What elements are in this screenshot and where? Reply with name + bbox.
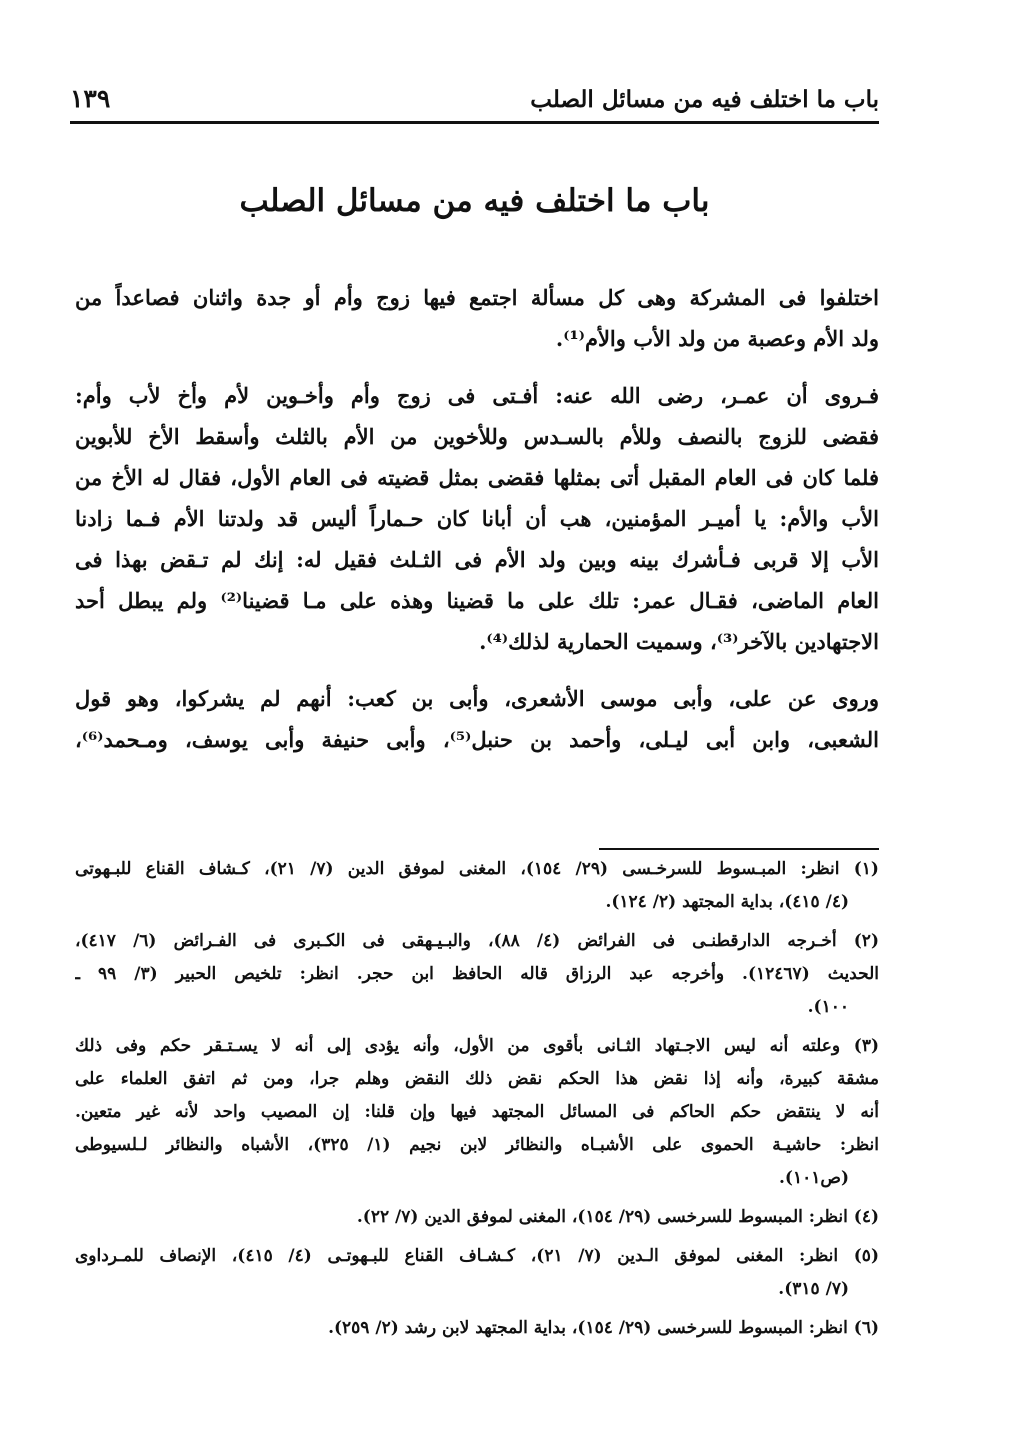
running-header [70, 80, 879, 120]
page-number: ١٣٩ [70, 84, 111, 113]
footnote-line: انظر: حاشيـة الحموى على الأشبـاه والنظائر لابن نجيم (١/ ٣٢٥)، الأشباه والنظائر لـلسيوطى [75, 1135, 879, 1155]
text-line: الاجتهادين بالآخر⁽³⁾، وسميت الحمارية لذلك⁽⁴⁾. [479, 629, 879, 654]
footnote-1 [75, 853, 879, 919]
text-line: فـروى أن عمـر، رضى الله عنه: أفـتى فى زوج وأم وأخـوين لأم وأخ لأب وأم: [75, 383, 879, 408]
header-rule [70, 121, 879, 124]
footnote-separator [599, 848, 879, 850]
text-line: الأب والأم: يا أميـر المؤمنين، هب أن أبانا كان حـماراً أليس قد ولدتنا الأم فـما زادنا [75, 506, 879, 531]
footnote-2 [75, 925, 879, 1024]
footnote-line: (٢) أخـرجه الدارقطنـى فى الفرائض (٤/ ٨٨)، والبـيـهقى فى الكـبرى فى الفـرائض (٦/ ٤١٧)، [75, 931, 879, 951]
footnote-line: (ص١٠١). [779, 1168, 849, 1188]
footnote-line: (٧/ ٣١٥). [778, 1279, 849, 1299]
footnote-line: (٤) انظر: المبسوط للسرخسى (٢٩/ ١٥٤)، المغنى لموفق الدين (٧/ ٢٢). [356, 1207, 879, 1227]
paragraph-1 [75, 277, 879, 359]
footnote-line: أنه لا ينتقض حكم الحاكم فى المسائل المجتهد فيها وإن قلنا: إن المصيب واحد لأنه غير متعين. [75, 1102, 879, 1122]
text-line: العام الماضى، فقـال عمر: تلك على ما قضينا وهذه على مـا قضينا⁽²⁾ ولم يبطل أحد [75, 588, 879, 613]
text-line: ولد الأم وعصبة من ولد الأب والأم⁽¹⁾. [555, 326, 879, 351]
paragraph-3 [75, 678, 879, 760]
text-line: فلما كان فى العام المقبل أتى بمثلها فقضى بمثل قضيته فى العام الأول، فقال له الأخ من [75, 465, 879, 490]
body-text [75, 277, 879, 776]
running-title: باب ما اختلف فيه من مسائل الصلب [530, 86, 879, 113]
footnote-5 [75, 1240, 879, 1306]
chapter-title: باب ما اختلف فيه من مسائل الصلب [239, 183, 710, 219]
footnote-line: الحديث (١٢٤٦٧). وأخرجه عبد الرزاق قاله الحافظ ابن حجر. انظر: تلخيص الحبير (٣/ ٩٩ ـ [75, 964, 879, 984]
text-line: فقضى للزوج بالنصف وللأم بالسـدس وللأخوين من الأم بالثلث وأسقط الأخ للأبوين [75, 424, 879, 449]
footnote-line: (٤/ ٤١٥)، بداية المجتهد (٢/ ١٢٤). [605, 892, 849, 912]
footnote-3 [75, 1030, 879, 1195]
footnote-line: ١٠٠). [807, 997, 849, 1017]
footnote-line: (٣) وعلته أنه ليس الاجـتهاد الثـانى بأقوى من الأول، وأنه يؤدى إلى أنه لا يسـتـقر حكم وفى ذلك [75, 1036, 879, 1056]
text-line: الشعبى، وابن أبى ليـلى، وأحمد بن حنبل⁽⁵⁾، وأبى حنيفة وأبى يوسف، ومـحمد⁽⁶⁾، [75, 727, 879, 752]
text-line: الأب إلا قربى فـأشرك بينه وبين ولد الأم فى الثـلث فقيل له: إنك لم تـقض بهذا فى [75, 547, 879, 572]
footnote-4 [75, 1201, 879, 1234]
footnote-line: مشقة كبيرة، وأنه إذا نقض هذا الحكم نقض ذلك النقض وهلم جرا، ومن ثم اتفق العلماء على [75, 1069, 879, 1089]
footnote-6 [75, 1312, 879, 1345]
footnote-line: (١) انظر: المبـسوط للسرخـسى (٢٩/ ١٥٤)، المغنى لموفق الدين (٧/ ٢١)، كـشاف القناع للبـهوتى [75, 859, 879, 879]
text-line: وروى عن على، وأبى موسى الأشعرى، وأبى بن كعب: أنهم لم يشركوا، وهو قول [75, 686, 879, 711]
paragraph-2 [75, 375, 879, 662]
text-line: اختلفوا فى المشركة وهى كل مسألة اجتمع فيها زوج وأم أو جدة واثنان فصاعداً من [75, 285, 879, 310]
footnote-line: (٥) انظر: المغنى لموفق الـدين (٧/ ٢١)، كـشـاف القناع للبـهوتـى (٤/ ٤١٥)، الإنصاف للمـرداوى [75, 1246, 879, 1266]
footnotes [75, 853, 879, 1351]
footnote-line: (٦) انظر: المبسوط للسرخسى (٢٩/ ١٥٤)، بداية المجتهد لابن رشد (٢/ ٢٥٩). [328, 1318, 879, 1338]
